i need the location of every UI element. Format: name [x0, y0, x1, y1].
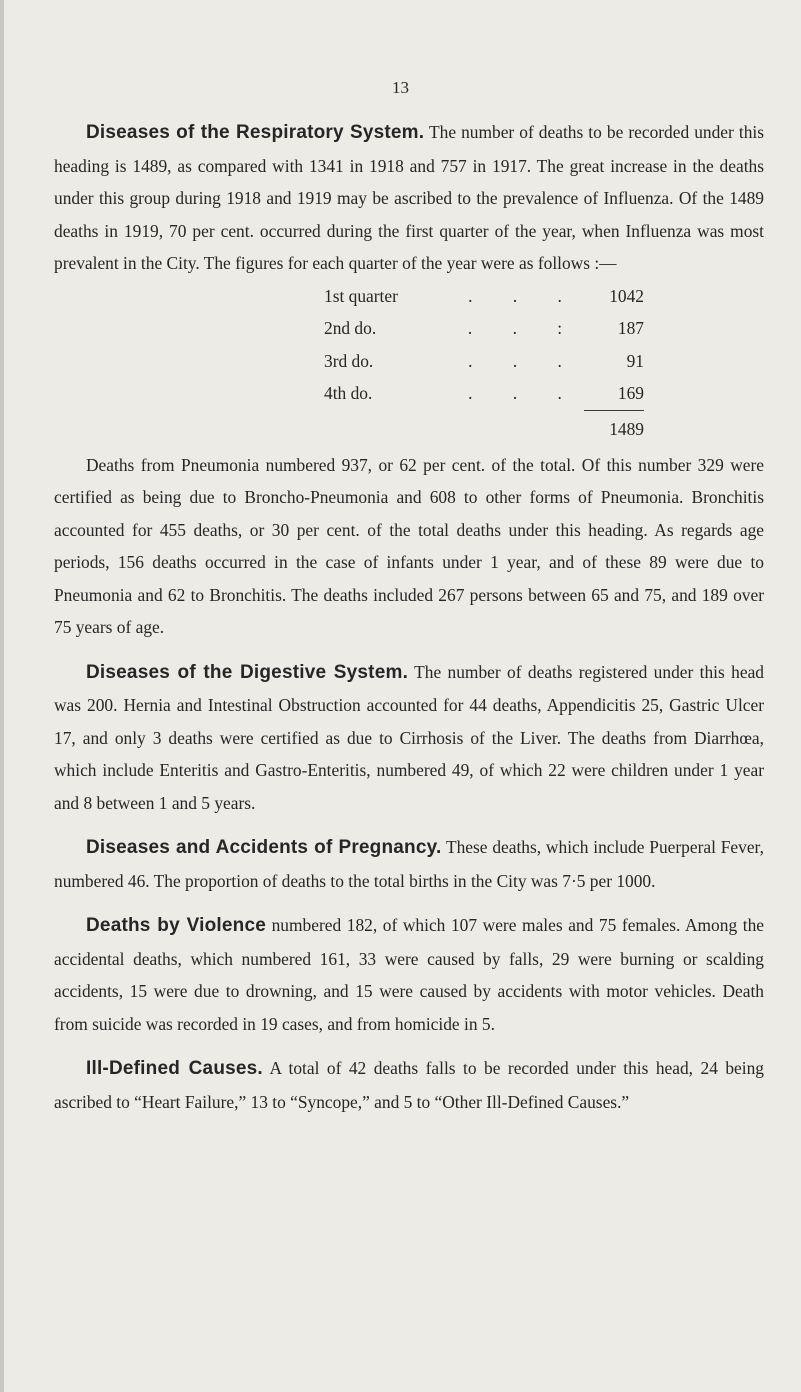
quarter-value: 1042 [609, 285, 644, 306]
table-total-row [324, 410, 644, 449]
respiratory-heading: Diseases of the Respiratory System. [86, 122, 425, 143]
quarter-value: 91 [626, 350, 644, 371]
respiratory-text: The number of deaths to be recorded under this heading is 1489, as compared with 1341 in 1918 and 757 in 1917. The great increase in the deaths under this group during 1918 and 1919 may be ascribed to the prevalence of Influenza. Of the 1489 deaths in 1919, 70 per cent. occurred during the first quarter of the year, when Influenza was most prevalent in the City. The figures for each quarter of the year were as follows :— [54, 122, 764, 273]
pregnancy-heading: Diseases and Accidents of Pregnancy. [86, 837, 442, 858]
digestive-text: The number of deaths registered under this head was 200. Hernia and Intestinal Obstruction accounted for 44 deaths, Appendicitis 25, Gastric Ulcer 17, and only 3 deaths were certified as due to Cirrhosis of the Liver. The deaths from Diarrhœa, which include Enteritis and Gastro-Enteritis, numbered 49, of which 22 were children under 1 year and 8 between 1 and 5 years. [54, 661, 764, 813]
table-row [324, 280, 644, 313]
pregnancy-text: These deaths, which include Puerperal Fever, numbered 46. The proportion of deaths to the total births in the City was 7·5 per 1000. [54, 837, 764, 891]
leader-dots: . . . [468, 383, 580, 404]
violence-text: numbered 182, of which 107 were males and 75 females. Among the accidental deaths, which numbered 161, 33 were caused by falls, 29 were burning or scalding accidents, 15 were due to drowning, and 15 were caused by accidents with motor vehicles. Death from suicide was recorded in 19 cases, and from homicide in 5. [54, 915, 764, 1034]
ill-defined-heading: Ill-Defined Causes. [86, 1058, 263, 1079]
leader-dots: . . : [467, 318, 581, 338]
page-number: 13 [392, 78, 409, 97]
quarter-label: 4th do. [324, 383, 373, 404]
violence-heading: Deaths by Violence [86, 915, 266, 936]
quarter-label: 3rd do. [324, 350, 374, 371]
respiratory-paragraph [54, 116, 764, 280]
quarter-label: 1st quarter [324, 285, 398, 306]
leader-dots: . . . [468, 350, 580, 371]
digestive-heading: Diseases of the Digestive System. [86, 661, 409, 683]
quarter-value: 187 [617, 318, 644, 338]
document-body [54, 116, 764, 1118]
pregnancy-paragraph [54, 831, 764, 897]
quarter-value: 169 [617, 383, 644, 403]
ill-defined-paragraph [54, 1052, 764, 1118]
table-row [324, 377, 644, 410]
table-row [324, 312, 644, 345]
digestive-paragraph [54, 656, 764, 820]
quarterly-deaths-table [324, 280, 644, 449]
page-edge-shadow [0, 0, 4, 1392]
violence-paragraph [54, 909, 764, 1040]
pneumonia-paragraph: Deaths from Pneumonia numbered 937, or 62 per cent. of the total. Of this number 329 were certified as being due to Broncho-Pneumonia and 608 to other forms of Pneumonia. Bronchitis accounted for 455 deaths, or 30 per cent. of the total deaths under this heading. As regards age periods, 156 deaths occurred in the case of infants under 1 year, and of these 89 were due to Pneumonia and 62 to Bronchitis. The deaths included 267 persons between 65 and 75, and 189 over 75 years of age. [54, 454, 764, 637]
table-row [324, 345, 644, 378]
ill-defined-text: A total of 42 deaths falls to be recorded under this head, 24 being ascribed to “Heart Failure,” 13 to “Syncope,” and 5 to “Other Ill-Defined Causes.” [54, 1058, 765, 1112]
leader-dots: . . . [468, 285, 580, 306]
quarter-total: 1489 [584, 410, 644, 449]
quarter-label: 2nd do. [324, 318, 377, 338]
